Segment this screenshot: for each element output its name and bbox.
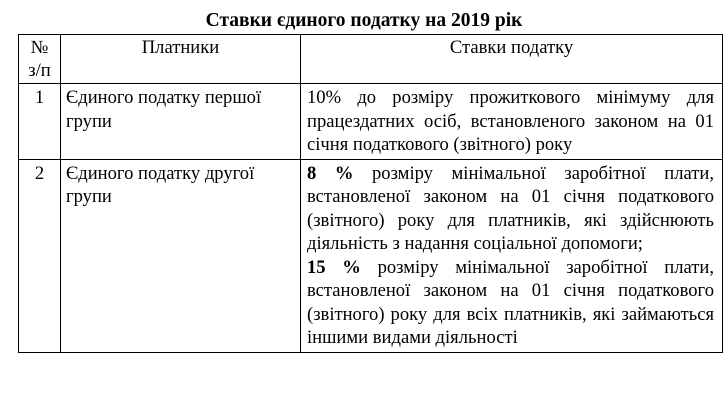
- tax-rates-table: [18, 34, 723, 353]
- row-rate: [301, 84, 723, 160]
- rate-percentage: 8 %: [307, 162, 354, 184]
- row-payer: Єдиного податку другої групи: [61, 159, 301, 352]
- header-rates: Ставки податку: [301, 35, 723, 84]
- rate-text: розміру мінімальної заробітної плати, встановленої законом на 01 січня податкового (звітного) року для платників, які здійснюють діяльність з надання соціальної допомоги;: [307, 162, 714, 254]
- header-number: [19, 35, 61, 84]
- rate-text: розміру мінімальної заробітної плати, встановленої законом на 01 січня податкового (звітного) року для всіх платників, які займаються іншими видами діяльності: [307, 256, 714, 348]
- header-number-symbol: №: [30, 37, 49, 58]
- rate-text: 10% до розміру прожиткового мінімуму для працездатних осіб, встановленого законом на 01 січня податкового (звітного) року: [307, 87, 714, 155]
- document-title: Ставки єдиного податку на 2019 рік: [205, 10, 523, 31]
- rate-description: [307, 256, 714, 350]
- header-number-abbr: з/п: [28, 60, 51, 81]
- table-header-row: [19, 35, 723, 84]
- row-number: 1: [19, 84, 61, 160]
- table-row: [19, 159, 723, 352]
- row-number: 2: [19, 159, 61, 352]
- row-payer: Єдиного податку першої групи: [61, 84, 301, 160]
- rate-description: [307, 86, 714, 157]
- header-payers: Платники: [61, 35, 301, 84]
- table-row: [19, 84, 723, 160]
- row-rate: [301, 159, 723, 352]
- rate-description: [307, 162, 714, 256]
- rate-percentage: 15 %: [307, 256, 361, 278]
